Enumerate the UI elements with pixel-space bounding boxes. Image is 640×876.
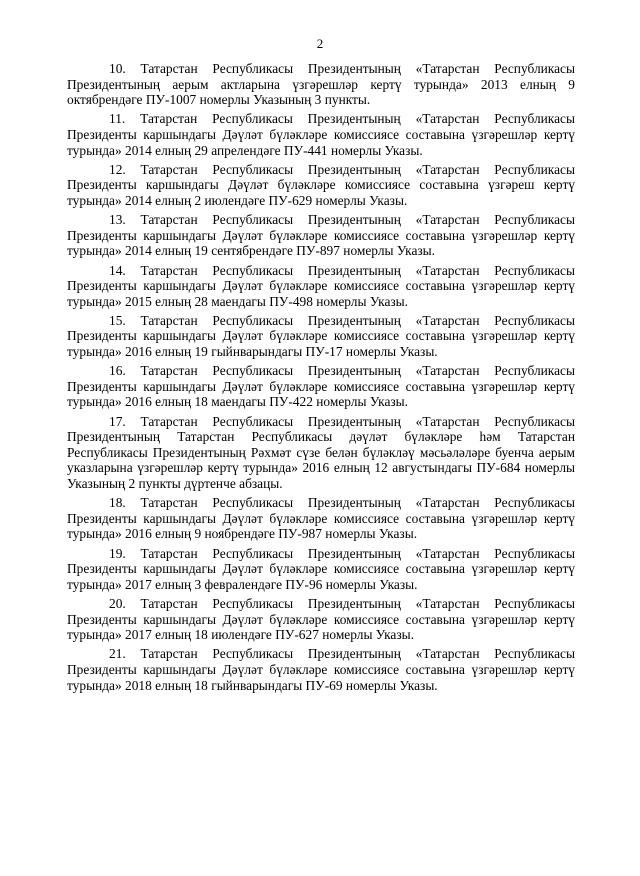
- page-number: 2: [316, 36, 324, 51]
- list-item: 17. Татарстан Республикасы Президентының «Татарстан Республикасы Президентының Татарстан Республикасы дәүләт бүләкләре һәм Татарстан Республикасы Президентының Рәхмәт сүзе белән бүләкләү мәсьәләләре буенча аерым указларына үзгәрешләр кертү турында» 2016 елның 12 августындагы ПУ-684 номерлы Указының 2 пункты дүртенче абзацы.: [67, 413, 575, 491]
- decree-list: [67, 61, 575, 697]
- list-item: 18. Татарстан Республикасы Президентының «Татарстан Республикасы Президенты каршындагы Дәүләт бүләкләре комиссиясе составына үзгәрешләр кертү турында» 2016 елның 9 ноябрендәге ПУ-987 номерлы Указы.: [67, 495, 575, 542]
- list-item: 12. Татарстан Республикасы Президентының «Татарстан Республикасы Президенты каршындагы Дәүләт бүләкләре комиссиясе составына үзгәреш кертү турында» 2014 елның 2 июлендәге ПУ-629 номерлы Указы.: [67, 161, 575, 208]
- list-item: 19. Татарстан Республикасы Президентының «Татарстан Республикасы Президенты каршындагы Дәүләт бүләкләре комиссиясе составына үзгәрешләр кертү турында» 2017 елның 3 февралендәге ПУ-96 номерлы Указы.: [67, 545, 575, 592]
- list-item: 13. Татарстан Республикасы Президентының «Татарстан Республикасы Президенты каршындагы Дәүләт бүләкләре комиссиясе составына үзгәрешләр кертү турында» 2014 елның 19 сентябрендәге ПУ-897 номерлы Указы.: [67, 212, 575, 259]
- list-item: 16. Татарстан Республикасы Президентының «Татарстан Республикасы Президенты каршындагы Дәүләт бүләкләре комиссиясе составына үзгәрешләр кертү турында» 2016 елның 18 маендагы ПУ-422 номерлы Указы.: [67, 363, 575, 410]
- list-item: 14. Татарстан Республикасы Президентының «Татарстан Республикасы Президенты каршындагы Дәүләт бүләкләре комиссиясе составына үзгәрешләр кертү турында» 2015 елның 28 маендагы ПУ-498 номерлы Указы.: [67, 262, 575, 309]
- list-item: 15. Татарстан Республикасы Президентының «Татарстан Республикасы Президенты каршындагы Дәүләт бүләкләре комиссиясе составына үзгәрешләр кертү турында» 2016 елның 19 гыйнварындагы ПУ-17 номерлы Указы.: [67, 312, 575, 360]
- list-item: 21. Татарстан Республикасы Президентының «Татарстан Республикасы Президенты каршындагы Дәүләт бүләкләре комиссиясе составына үзгәрешләр кертү турында» 2018 елның 18 гыйнварындагы ПУ-69 номерлы Указы.: [67, 646, 575, 693]
- list-item: 20. Татарстан Республикасы Президентының «Татарстан Республикасы Президенты каршындагы Дәүләт бүләкләре комиссиясе составына үзгәрешләр кертү турында» 2017 елның 18 июлендәге ПУ-627 номерлы Указы.: [67, 595, 575, 643]
- list-item: 10. Татарстан Республикасы Президентының «Татарстан Республикасы Президентының аерым актларына үзгәрешләр кертү турында» 2013 елның 9 октябрендәге ПУ-1007 номерлы Указының 3 пункты.: [67, 61, 575, 108]
- list-item: 11. Татарстан Республикасы Президентының «Татарстан Республикасы Президенты каршындагы Дәүләт бүләкләре комиссиясе составына үзгәрешләр кертү турында» 2014 елның 29 апрелендәге ПУ-441 номерлы Указы.: [67, 111, 575, 158]
